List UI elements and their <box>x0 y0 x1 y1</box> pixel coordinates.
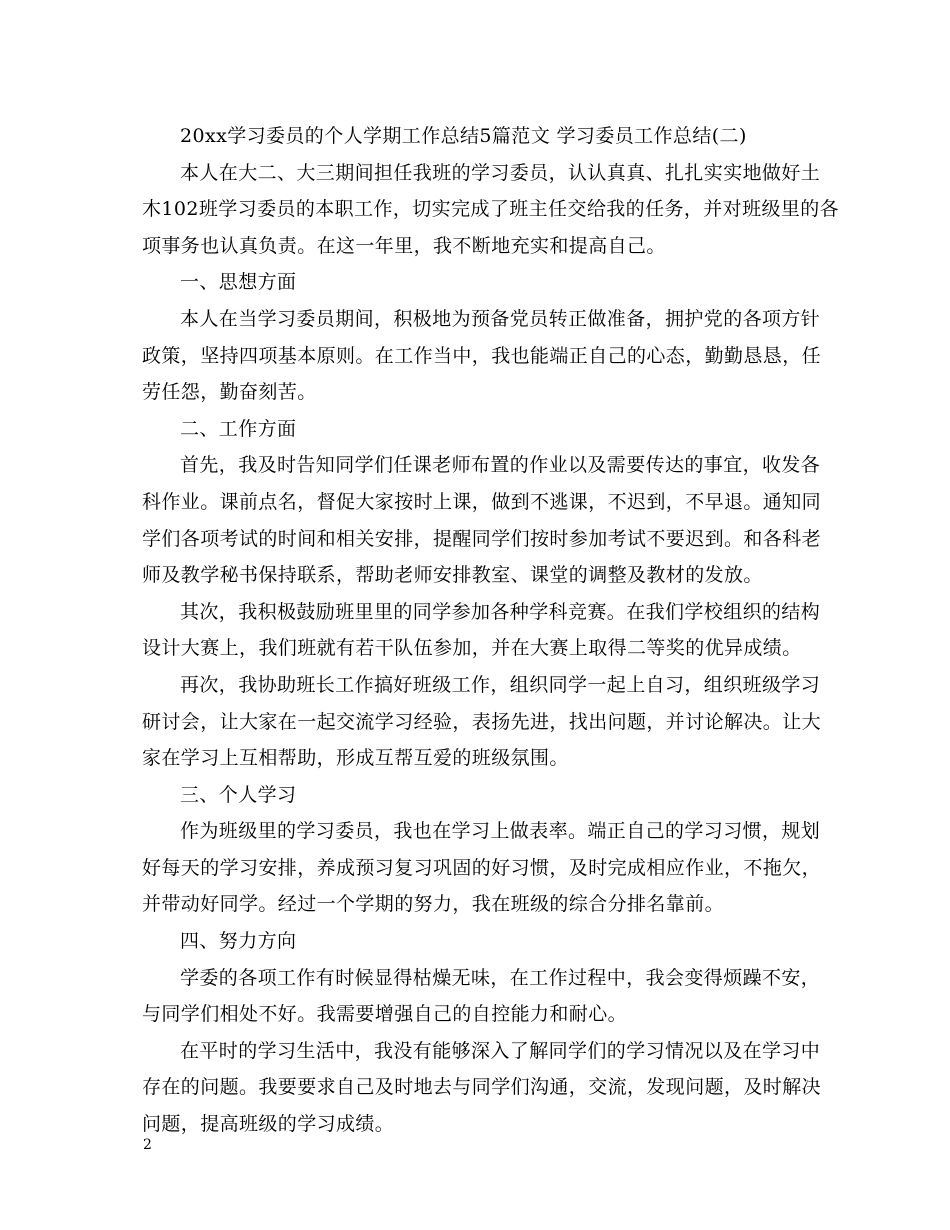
text-line: 并带动好同学。经过一个学期的努力，我在班级的综合分排名靠前。 <box>142 893 725 916</box>
text-line: 设计大赛上，我们班就有若干队伍参加，并在大赛上取得二等奖的优异成绩。 <box>142 637 802 660</box>
text-line: 一、思想方面 <box>180 271 297 294</box>
text-line: 学们各项考试的时间和相关安排，提醒同学们按时参加考试不要迟到。和各科老 <box>142 527 822 550</box>
text-line: 木102班学习委员的本职工作，切实完成了班主任交给我的任务，并对班级里的各 <box>142 198 840 221</box>
text-line: 作为班级里的学习委员，我也在学习上做表率。端正自己的学习习惯，规划 <box>180 820 821 843</box>
text-line: 政策，坚持四项基本原则。在工作当中，我也能端正自己的心态，勤勤恳恳，任 <box>142 344 822 367</box>
text-line: 好每天的学习安排，养成预习复习巩固的好习惯，及时完成相应作业，不拖欠， <box>142 856 822 879</box>
text-line: 四、努力方向 <box>180 930 297 953</box>
text-line: 在平时的学习生活中，我没有能够深入了解同学们的学习情况以及在学习中 <box>180 1039 821 1062</box>
text-line: 其次，我积极鼓励班里里的同学参加各种学科竞赛。在我们学校组织的结构 <box>180 600 821 623</box>
text-line: 劳任怨，勤奋刻苦。 <box>142 381 317 404</box>
text-line: 本人在大二、大三期间担任我班的学习委员，认认真真、扎扎实实地做好土 <box>180 161 821 184</box>
text-line: 存在的问题。我要要求自己及时地去与同学们沟通，交流，发现问题，及时解决 <box>142 1076 822 1099</box>
text-line: 科作业。课前点名，督促大家按时上课，做到不逃课，不迟到，不早退。通知同 <box>142 490 822 513</box>
text-line: 学委的各项工作有时候显得枯燥无味，在工作过程中，我会变得烦躁不安， <box>180 966 821 989</box>
text-line: 师及教学秘书保持联系，帮助老师安排教室、课堂的调整及教材的发放。 <box>142 564 763 587</box>
text-line: 问题，提高班级的学习成绩。 <box>142 1113 395 1136</box>
text-line: 研讨会，让大家在一起交流学习经验，表扬先进，找出问题，并讨论解决。让大 <box>142 710 822 733</box>
text-line: 家在学习上互相帮助，形成互帮互爱的班级氛围。 <box>142 747 569 770</box>
text-line: 项事务也认真负责。在这一年里，我不断地充实和提高自己。 <box>142 234 666 257</box>
text-line: 二、工作方面 <box>180 417 297 440</box>
text-line: 与同学们相处不好。我需要增强自己的自控能力和耐心。 <box>142 1003 628 1026</box>
text-line: 再次，我协助班长工作搞好班级工作，组织同学一起上自习，组织班级学习 <box>180 673 821 696</box>
text-line: 首先，我及时告知同学们任课老师布置的作业以及需要传达的事宜，收发各 <box>180 454 821 477</box>
page-number: 2 <box>143 1137 152 1153</box>
document-title: 20xx学习委员的个人学期工作总结5篇范文 学习委员工作总结(二) <box>180 125 747 147</box>
text-line: 本人在当学习委员期间，积极地为预备党员转正做准备，拥护党的各项方针 <box>180 307 821 330</box>
text-line: 三、个人学习 <box>180 783 297 806</box>
document-body <box>142 118 840 1143</box>
